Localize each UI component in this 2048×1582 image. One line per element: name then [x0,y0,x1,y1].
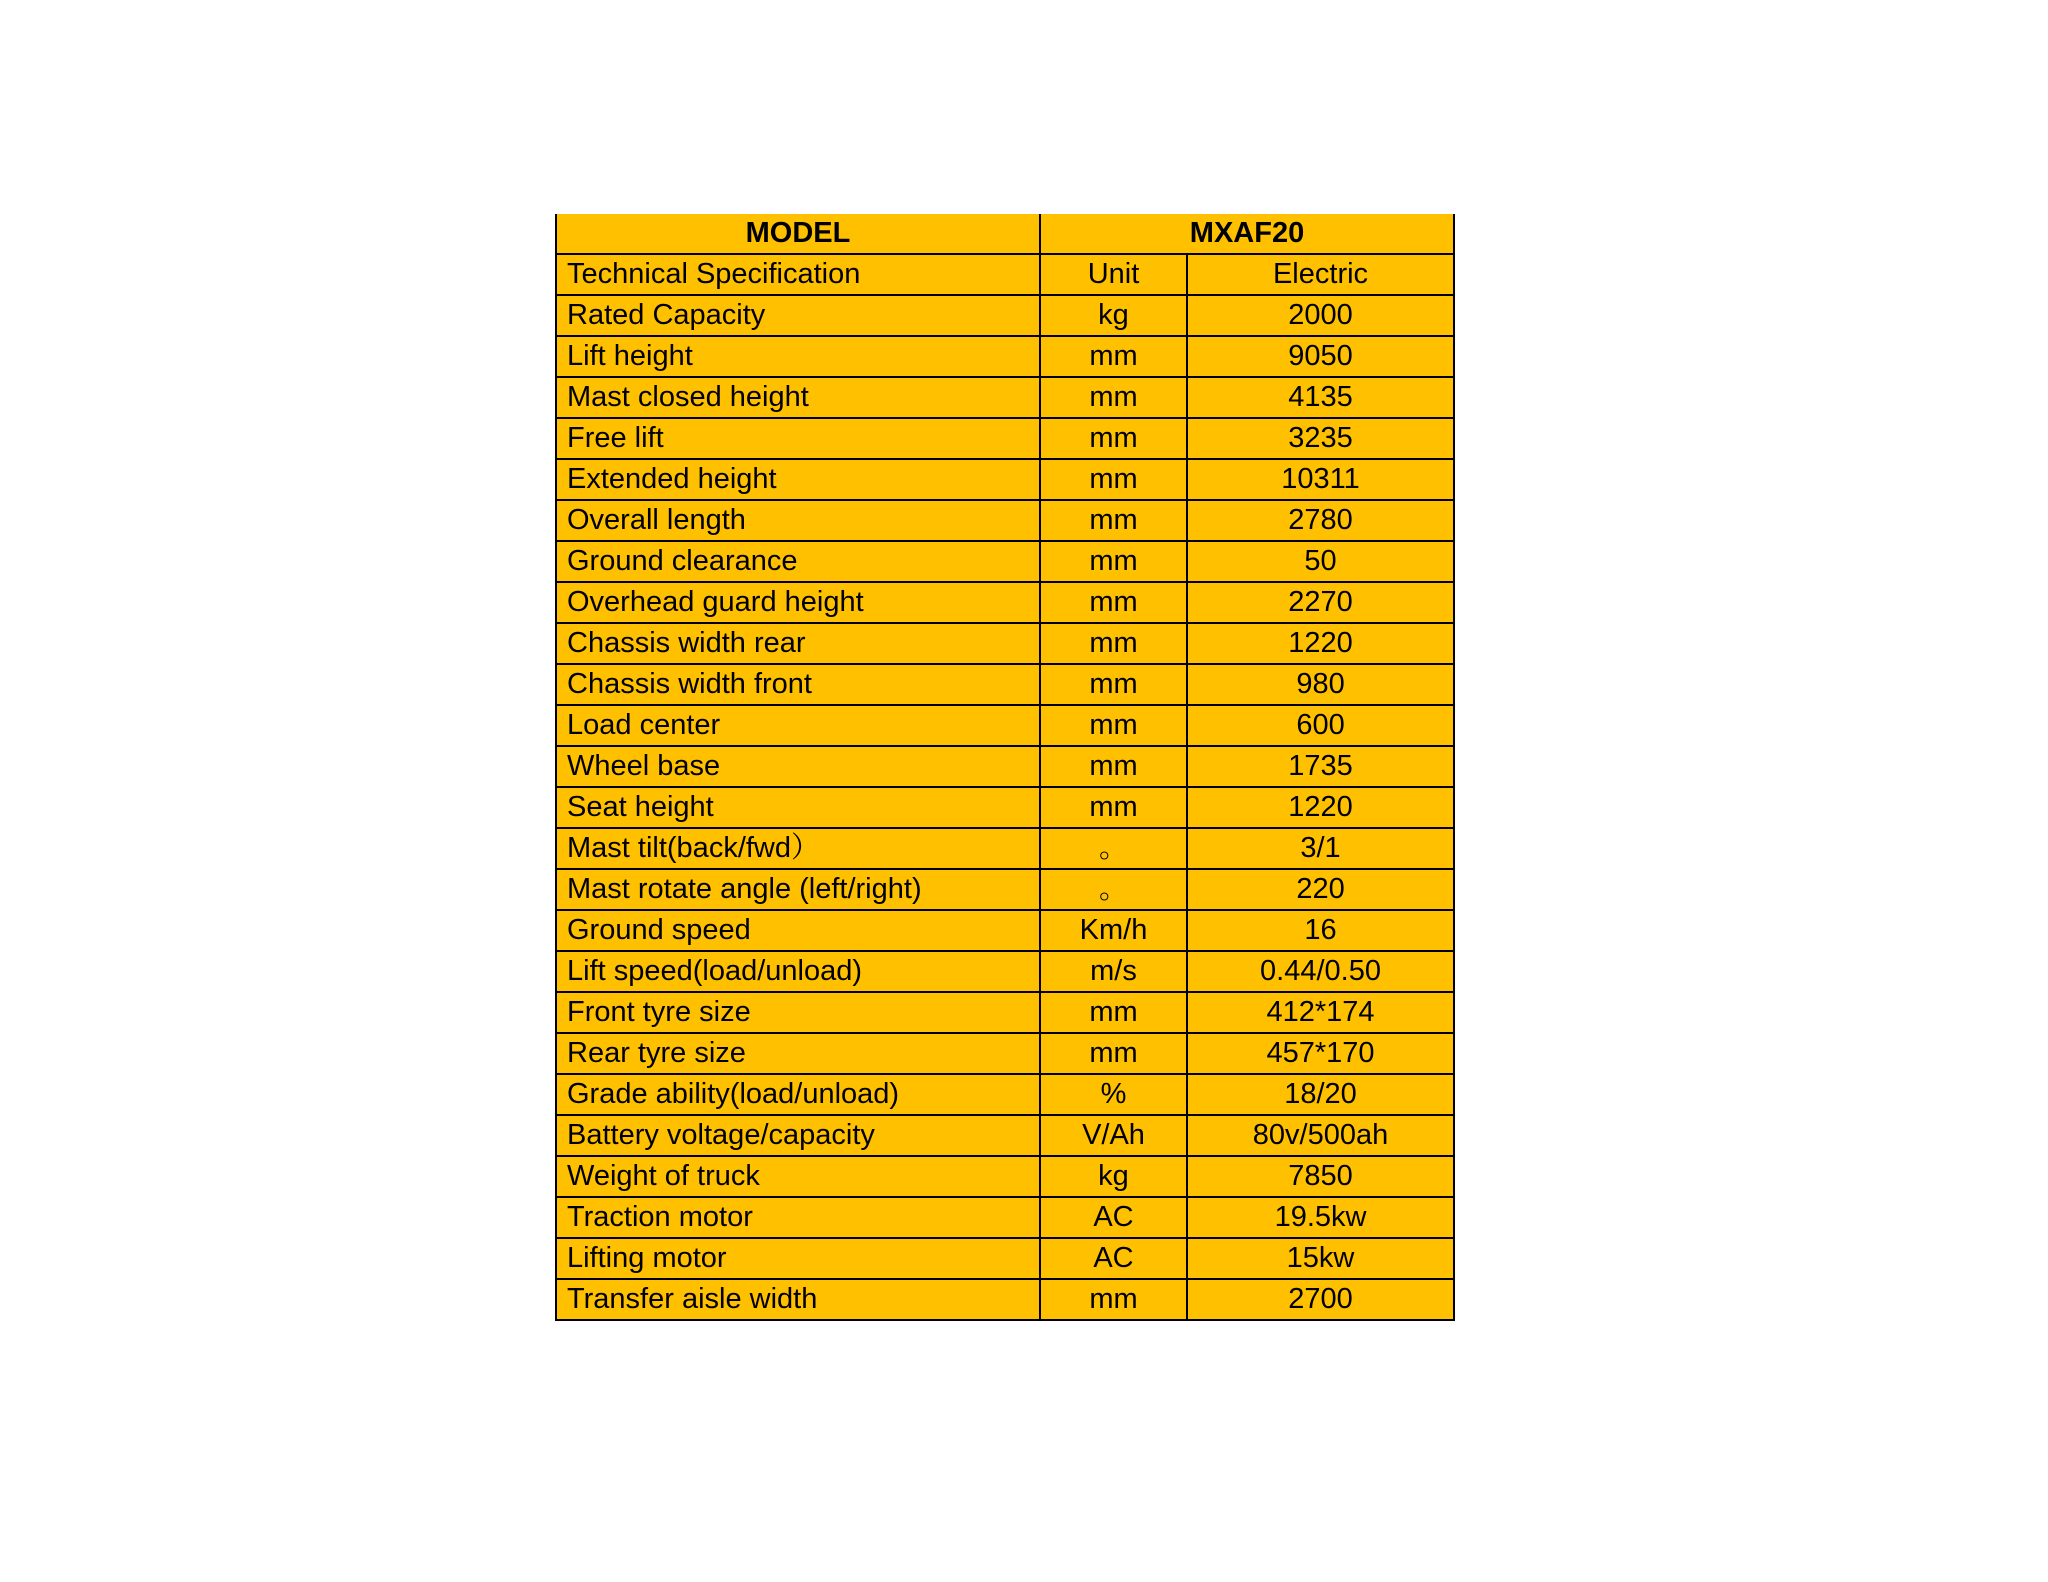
spec-unit-cell: mm [1040,664,1187,705]
spec-name-cell: Load center [556,705,1040,746]
model-value: MXAF20 [1040,214,1454,254]
spec-value-cell: 3/1 [1187,828,1454,869]
table-row [556,910,1454,951]
table-row [556,582,1454,623]
spec-value-cell: 220 [1187,869,1454,910]
table-row [556,1156,1454,1197]
spec-name-cell: Mast rotate angle (left/right) [556,869,1040,910]
spec-unit-cell: mm [1040,418,1187,459]
spec-value-cell: 980 [1187,664,1454,705]
spec-unit-cell: AC [1040,1238,1187,1279]
table-row [556,705,1454,746]
table-row [556,500,1454,541]
spec-value-cell: 10311 [1187,459,1454,500]
spec-unit-cell: mm [1040,1279,1187,1320]
table-row [556,951,1454,992]
spec-name-cell: Chassis width rear [556,623,1040,664]
spec-unit-cell: mm [1040,459,1187,500]
spec-value-cell: 4135 [1187,377,1454,418]
spec-value-cell: 15kw [1187,1238,1454,1279]
spec-value-cell: 2270 [1187,582,1454,623]
spec-name-cell: Weight of truck [556,1156,1040,1197]
table-row [556,1279,1454,1320]
spec-name-cell: Grade ability(load/unload) [556,1074,1040,1115]
spec-value-cell: 412*174 [1187,992,1454,1033]
spec-name-cell: Transfer aisle width [556,1279,1040,1320]
spec-unit-cell: AC [1040,1197,1187,1238]
spec-value-cell: 9050 [1187,336,1454,377]
header-unit-label: Unit [1040,254,1187,295]
spec-table [555,214,1455,1321]
header-spec-label: Technical Specification [556,254,1040,295]
spec-unit-cell: mm [1040,1033,1187,1074]
spec-value-cell: 1220 [1187,623,1454,664]
table-row [556,1074,1454,1115]
spec-unit-cell: mm [1040,787,1187,828]
table-row [556,664,1454,705]
spec-unit-cell: Km/h [1040,910,1187,951]
spec-name-cell: Rated Capacity [556,295,1040,336]
table-row [556,1197,1454,1238]
table-row [556,295,1454,336]
spec-name-cell: Lift height [556,336,1040,377]
table-row [556,459,1454,500]
spec-name-cell: Seat height [556,787,1040,828]
spec-value-cell: 3235 [1187,418,1454,459]
spec-value-cell: 80v/500ah [1187,1115,1454,1156]
spec-unit-cell: mm [1040,500,1187,541]
model-label: MODEL [556,214,1040,254]
spec-unit-cell: mm [1040,705,1187,746]
table-row [556,787,1454,828]
table-row [556,1115,1454,1156]
spec-unit-cell: 。 [1040,828,1187,869]
spec-name-cell: Wheel base [556,746,1040,787]
spec-name-cell: Front tyre size [556,992,1040,1033]
spec-unit-cell: mm [1040,746,1187,787]
spec-unit-cell: m/s [1040,951,1187,992]
table-row [556,336,1454,377]
spec-table-body [556,214,1454,1320]
table-row [556,623,1454,664]
spec-value-cell: 50 [1187,541,1454,582]
spec-unit-cell: mm [1040,623,1187,664]
spec-name-cell: Chassis width front [556,664,1040,705]
spec-unit-cell: kg [1040,295,1187,336]
spec-value-cell: 1735 [1187,746,1454,787]
spec-unit-cell: % [1040,1074,1187,1115]
table-row [556,1238,1454,1279]
spec-value-cell: 19.5kw [1187,1197,1454,1238]
header-value-label: Electric [1187,254,1454,295]
spec-value-cell: 1220 [1187,787,1454,828]
table-row [556,992,1454,1033]
spec-value-cell: 7850 [1187,1156,1454,1197]
spec-unit-cell: V/Ah [1040,1115,1187,1156]
table-row [556,869,1454,910]
header-row [556,254,1454,295]
spec-name-cell: Traction motor [556,1197,1040,1238]
spec-name-cell: Rear tyre size [556,1033,1040,1074]
table-row [556,418,1454,459]
spec-unit-cell: 。 [1040,869,1187,910]
table-row [556,746,1454,787]
spec-name-cell: Overhead guard height [556,582,1040,623]
spec-name-cell: Free lift [556,418,1040,459]
spec-name-cell: Mast tilt(back/fwd） [556,828,1040,869]
spec-name-cell: Lifting motor [556,1238,1040,1279]
spec-value-cell: 457*170 [1187,1033,1454,1074]
spec-value-cell: 600 [1187,705,1454,746]
spec-unit-cell: mm [1040,377,1187,418]
spec-name-cell: Battery voltage/capacity [556,1115,1040,1156]
spec-name-cell: Ground clearance [556,541,1040,582]
spec-name-cell: Extended height [556,459,1040,500]
spec-unit-cell: mm [1040,992,1187,1033]
table-row [556,828,1454,869]
spec-name-cell: Lift speed(load/unload) [556,951,1040,992]
table-row [556,1033,1454,1074]
spec-value-cell: 2000 [1187,295,1454,336]
spec-value-cell: 2700 [1187,1279,1454,1320]
spec-value-cell: 16 [1187,910,1454,951]
spec-value-cell: 0.44/0.50 [1187,951,1454,992]
spec-name-cell: Mast closed height [556,377,1040,418]
spec-unit-cell: mm [1040,541,1187,582]
spec-unit-cell: mm [1040,336,1187,377]
spec-value-cell: 18/20 [1187,1074,1454,1115]
spec-unit-cell: kg [1040,1156,1187,1197]
spec-name-cell: Ground speed [556,910,1040,951]
table-row [556,377,1454,418]
spec-name-cell: Overall length [556,500,1040,541]
model-row [556,214,1454,254]
table-row [556,541,1454,582]
spec-value-cell: 2780 [1187,500,1454,541]
spec-unit-cell: mm [1040,582,1187,623]
